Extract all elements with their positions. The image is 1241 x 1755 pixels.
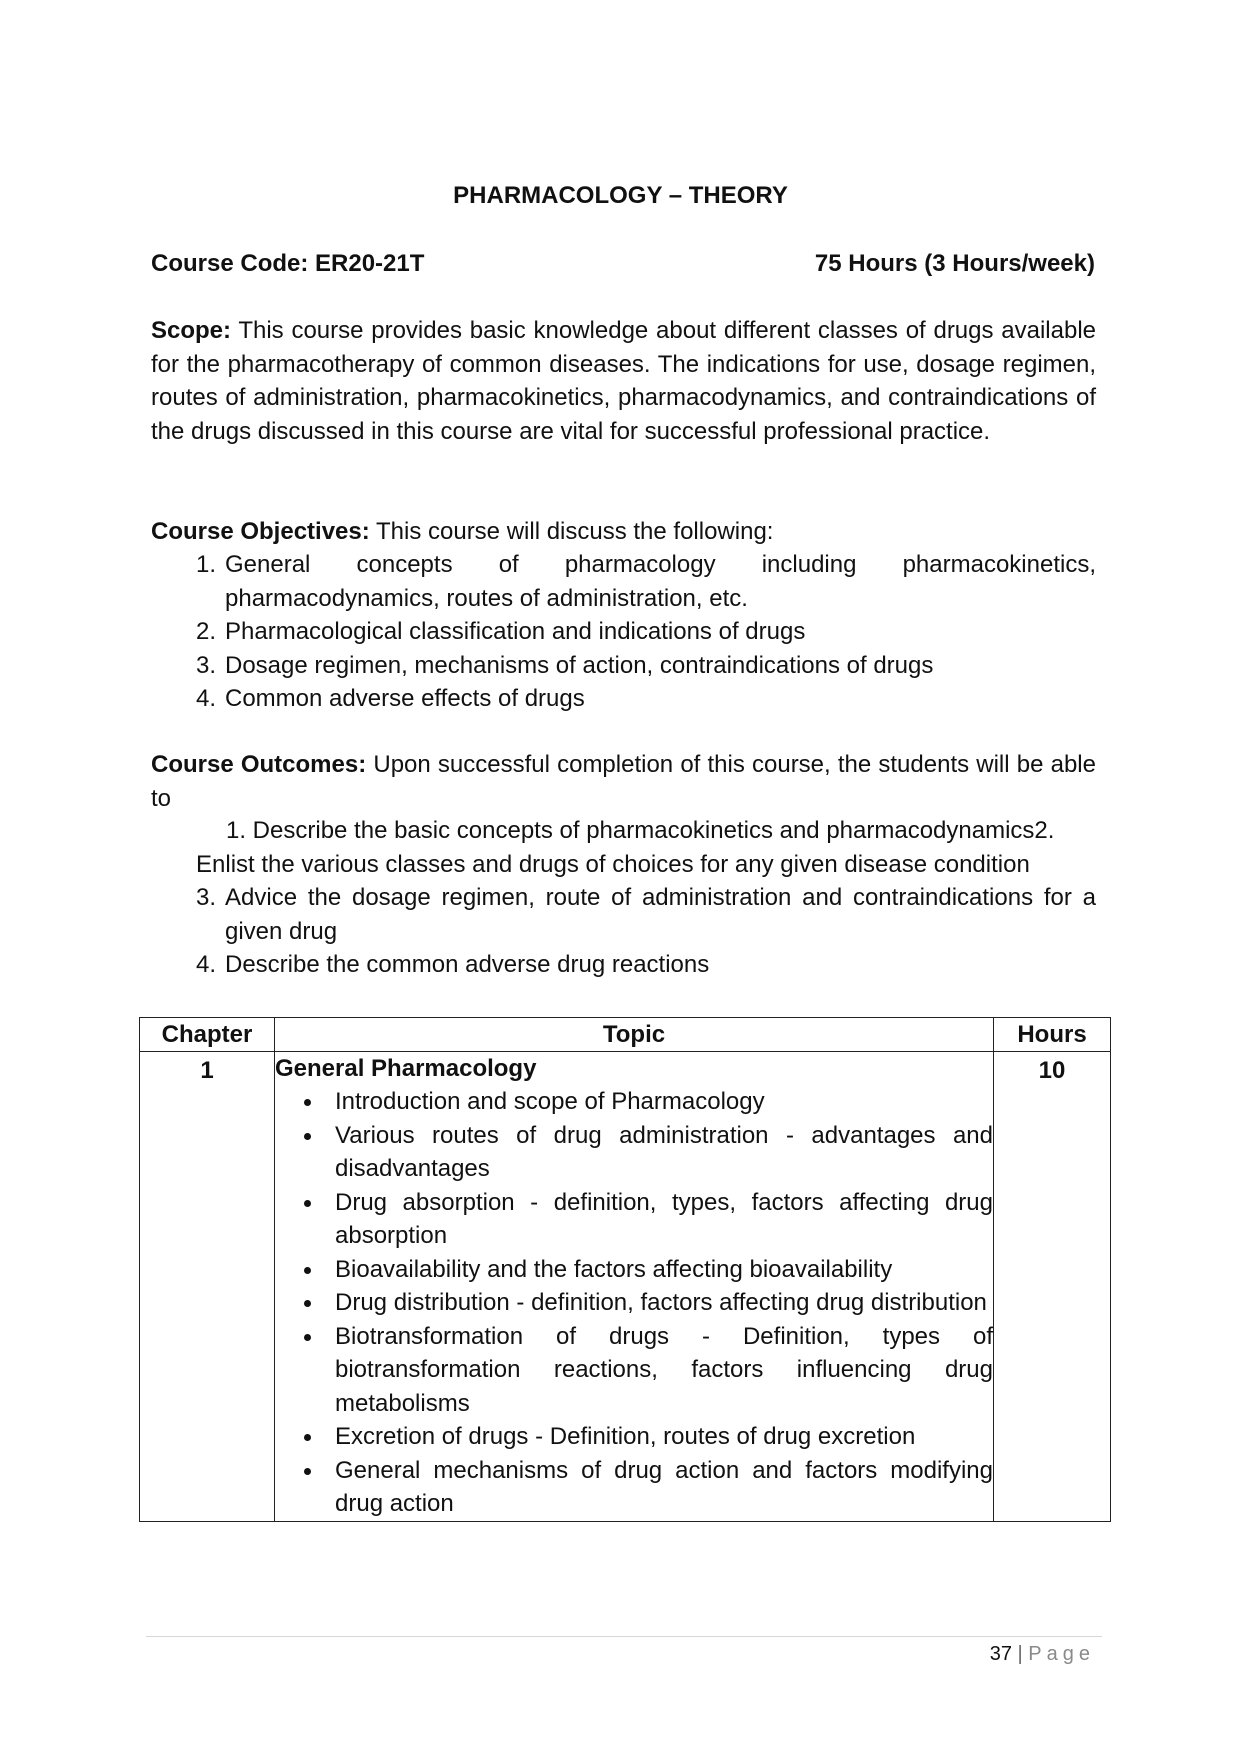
objectives-label: Course Objectives: <box>151 518 370 545</box>
page-number: 37 <box>989 1643 1012 1665</box>
bullet-text: Bioavailability and the factors affecting bioavailability <box>335 1255 893 1283</box>
bullet-icon <box>275 1119 335 1186</box>
bullet-icon <box>275 1454 335 1521</box>
hours-cell <box>994 1052 1111 1522</box>
item-text: Advice the dosage regimen, route of administration and contraindications for a given drug <box>225 884 1096 945</box>
item-text: Common adverse effects of drugs <box>225 685 585 712</box>
footer-separator: | <box>1017 1643 1023 1665</box>
list-item <box>275 1253 993 1287</box>
item-number: 3. <box>196 651 217 679</box>
bullet-icon <box>275 1420 335 1454</box>
list-item <box>196 948 1096 982</box>
chapter-number: 1 <box>200 1057 214 1084</box>
hours-value: 10 <box>1038 1057 1066 1084</box>
item-number: 1. <box>196 551 217 578</box>
header-hours: Hours <box>994 1018 1111 1052</box>
item-text: General concepts of pharmacology including pharmacokinetics, pharmacodynamics, routes of administration, etc. <box>225 551 1096 612</box>
item-text: Dosage regimen, mechanisms of action, contraindications of drugs <box>225 651 934 679</box>
list-item <box>196 615 1096 649</box>
bullet-text: Biotransformation of drugs - Definition, types of biotransformation reactions, factors influencing drug metabolisms <box>335 1322 993 1417</box>
objectives-heading <box>151 515 1096 549</box>
course-hours: 75 Hours (3 Hours/week) <box>814 250 1095 277</box>
bullet-icon <box>275 1085 335 1119</box>
topic-title: General Pharmacology <box>275 1055 537 1082</box>
outcomes-label: Course Outcomes: <box>151 751 367 778</box>
outcomes-intro: Upon successful completion of this course, the students will be able to <box>151 751 1096 812</box>
bullet-text: Introduction and scope of Pharmacology <box>335 1088 765 1115</box>
syllabus-table <box>139 1017 1111 1522</box>
page-title: PHARMACOLOGY – THEORY <box>453 182 788 209</box>
scope-label: Scope: <box>151 317 232 344</box>
scope-text: This course provides basic knowledge about different classes of drugs available for the pharmacotherapy of common diseases. The indications for use, dosage regimen, routes of administration, pharmacokinetics, pharmacodynamics, and contraindications of the drugs discussed in this course are vital for successful professional practice. <box>151 317 1096 445</box>
item-number: 3. <box>196 884 217 911</box>
bullet-text: Various routes of drug administration - advantages and disadvantages <box>335 1121 993 1182</box>
bullet-icon <box>275 1286 335 1320</box>
scope-paragraph <box>151 314 1096 448</box>
outcomes-list <box>196 881 1096 982</box>
bullet-text: General mechanisms of drug action and factors modifying drug action <box>335 1456 993 1517</box>
header-topic: Topic <box>275 1018 994 1052</box>
topic-cell <box>275 1052 994 1522</box>
outcomes-heading <box>151 748 1096 815</box>
bullet-icon <box>275 1320 335 1421</box>
list-item <box>196 881 1096 948</box>
header-chapter: Chapter <box>140 1018 275 1052</box>
item-number: 4. <box>196 951 217 978</box>
item-text: Describe the common adverse drug reactions <box>225 951 710 978</box>
footer-divider <box>146 1636 1102 1637</box>
list-item <box>275 1085 993 1119</box>
outcome-line-1: 1. Describe the basic concepts of pharmacokinetics and pharmacodynamics2. <box>226 817 1055 844</box>
bullet-icon <box>275 1186 335 1253</box>
list-item <box>275 1286 993 1320</box>
page-word: Page <box>1028 1643 1095 1665</box>
item-number: 4. <box>196 685 217 712</box>
list-item <box>196 682 1096 716</box>
list-item <box>275 1186 993 1253</box>
chapter-cell <box>140 1052 275 1522</box>
course-code: Course Code: ER20-21T <box>151 250 425 277</box>
list-item <box>196 649 1096 683</box>
list-item <box>275 1420 993 1454</box>
topic-bullets <box>275 1085 993 1521</box>
bullet-text: Excretion of drugs - Definition, routes of drug excretion <box>335 1423 916 1450</box>
bullet-text: Drug absorption - definition, types, factors affecting drug absorption <box>335 1188 993 1249</box>
list-item <box>196 548 1096 615</box>
course-meta <box>151 250 1095 278</box>
outcome-line-2: Enlist the various classes and drugs of choices for any given disease condition <box>196 851 1030 878</box>
list-item <box>275 1320 993 1421</box>
page-footer <box>990 1643 1095 1666</box>
item-text: Pharmacological classification and indications of drugs <box>225 618 806 645</box>
list-item <box>275 1454 993 1521</box>
table-row <box>140 1052 1111 1522</box>
objectives-intro: This course will discuss the following: <box>369 518 774 545</box>
bullet-icon <box>275 1253 335 1287</box>
table-header-row <box>140 1018 1111 1052</box>
objectives-list <box>196 548 1096 716</box>
item-number: 2. <box>196 618 217 645</box>
list-item <box>275 1119 993 1186</box>
bullet-text: Drug distribution - definition, factors affecting drug distribution <box>335 1289 987 1316</box>
